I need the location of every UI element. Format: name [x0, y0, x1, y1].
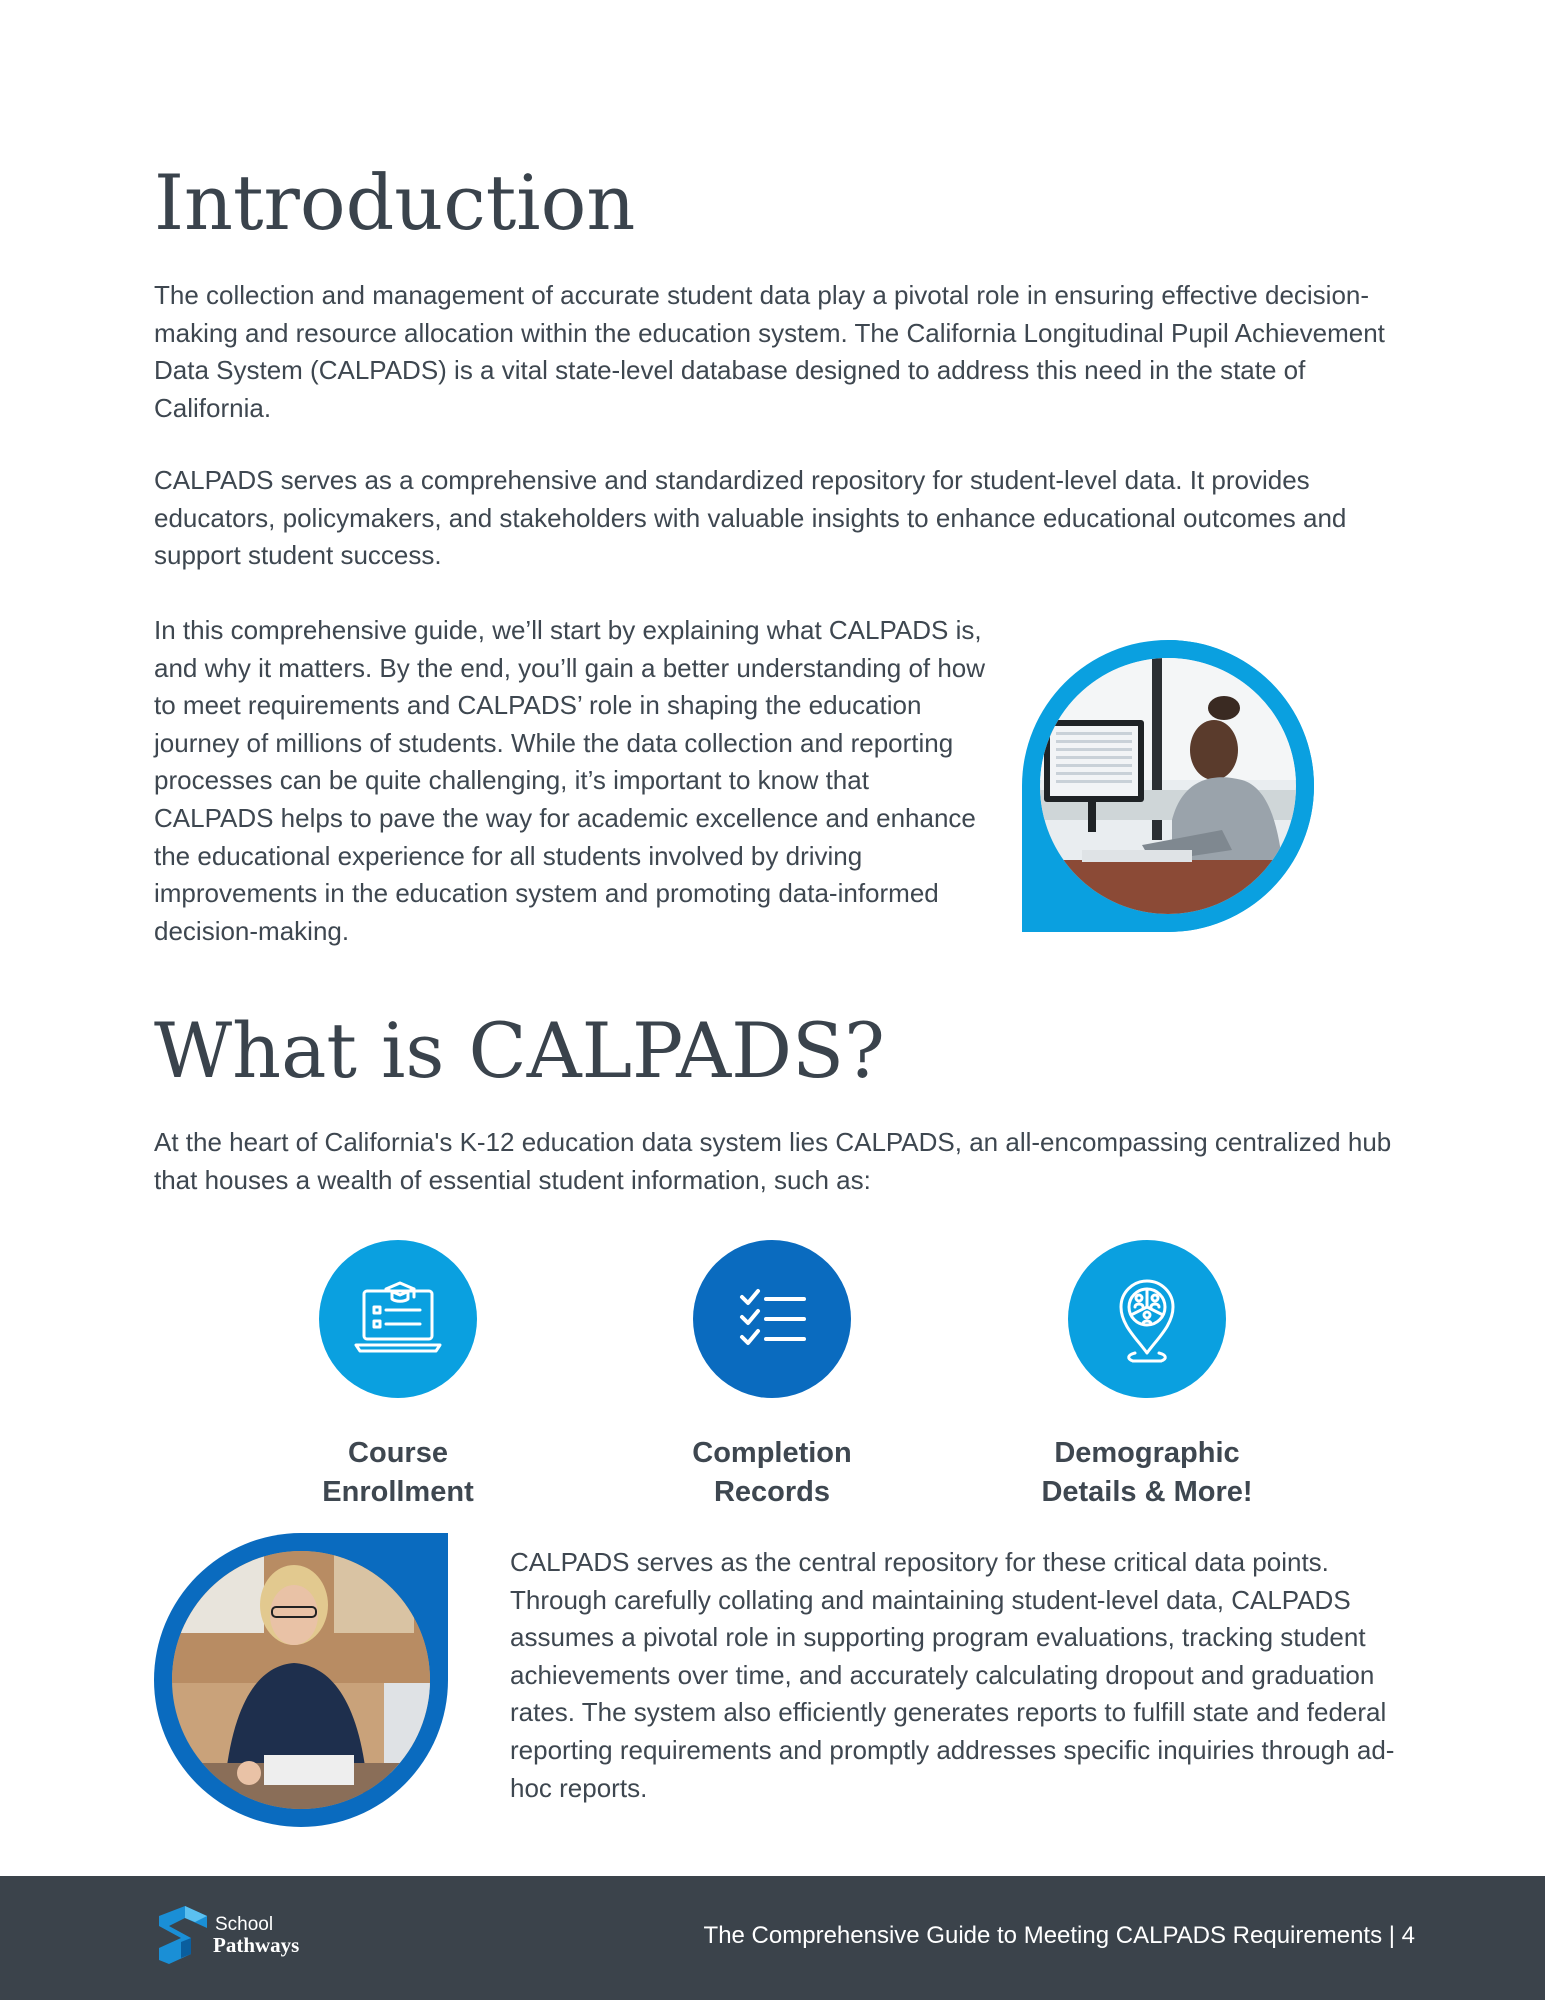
photo-woman-at-desk [154, 1533, 448, 1827]
feature-label-line2: Records [713, 1476, 831, 1508]
calpads-lead: At the heart of California's K-12 education data system lies CALPADS, an all-encompassing centralized hub that houses a wealth of essential student information, such as: [154, 1127, 1392, 1195]
intro-title: Introduction [154, 158, 636, 247]
logo-text-school: School [215, 1914, 274, 1935]
footer-page-info: The Comprehensive Guide to Meeting CALPADS Requirements | 4 [703, 1922, 1415, 1949]
calpads-body: CALPADS serves as the central repository for these critical data points. Through carefully collating and maintaining student-level data, CALPADS assumes a pivotal role in supporting program evaluations, tracking student achievements over time, and accurately calculating dropout and graduation rates. The system also efficiently generates reports to fulfill state and federal reporting requirements and promptly addresses specific inquiries through ad-hoc reports. [510, 1547, 1395, 1803]
calpads-title: What is CALPADS? [154, 1006, 885, 1095]
footer [0, 1876, 1545, 2000]
feature-label-line1: Completion [692, 1437, 852, 1469]
feature-label-line2: Enrollment [322, 1476, 474, 1508]
checklist-icon [693, 1240, 851, 1398]
feature-label-line1: Demographic [1054, 1437, 1240, 1469]
feature-demographic-details [1027, 1240, 1267, 1512]
laptop-graduation-icon [319, 1240, 477, 1398]
intro-paragraph-2: CALPADS serves as a comprehensive and standardized repository for student-level data. It provides educators, policymakers, and stakeholders with valuable insights to enhance educational outcomes and support student success. [154, 465, 1347, 571]
feature-label-line1: Course [348, 1437, 448, 1469]
intro-paragraph-3: In this comprehensive guide, we’ll start by explaining what CALPADS is, and why it matters. By the end, you’ll gain a better understanding of how to meet requirements and CALPADS’ role in shaping the education journey of millions of students. While the data collection and reporting processes can be quite challenging, it’s important to know that CALPADS helps to pave the way for academic excellence and enhance the educational experience for all students involved by driving improvements in the education system and promoting data-informed decision-making. [154, 615, 986, 946]
feature-course-enrollment [278, 1240, 518, 1512]
photo-woman-at-computer [1022, 640, 1314, 932]
feature-completion-records [652, 1240, 892, 1512]
school-pathways-logo [155, 1898, 325, 1978]
location-people-icon [1068, 1240, 1226, 1398]
intro-paragraph-1: The collection and management of accurate student data play a pivotal role in ensuring effective decision-making and resource allocation within the education system. The California Longitudinal Pupil Achievement Data System (CALPADS) is a vital state-level database designed to address this need in the state of California. [154, 280, 1385, 423]
logo-text-pathways: Pathways [213, 1933, 300, 1957]
feature-label-line2: Details & More! [1041, 1476, 1253, 1508]
